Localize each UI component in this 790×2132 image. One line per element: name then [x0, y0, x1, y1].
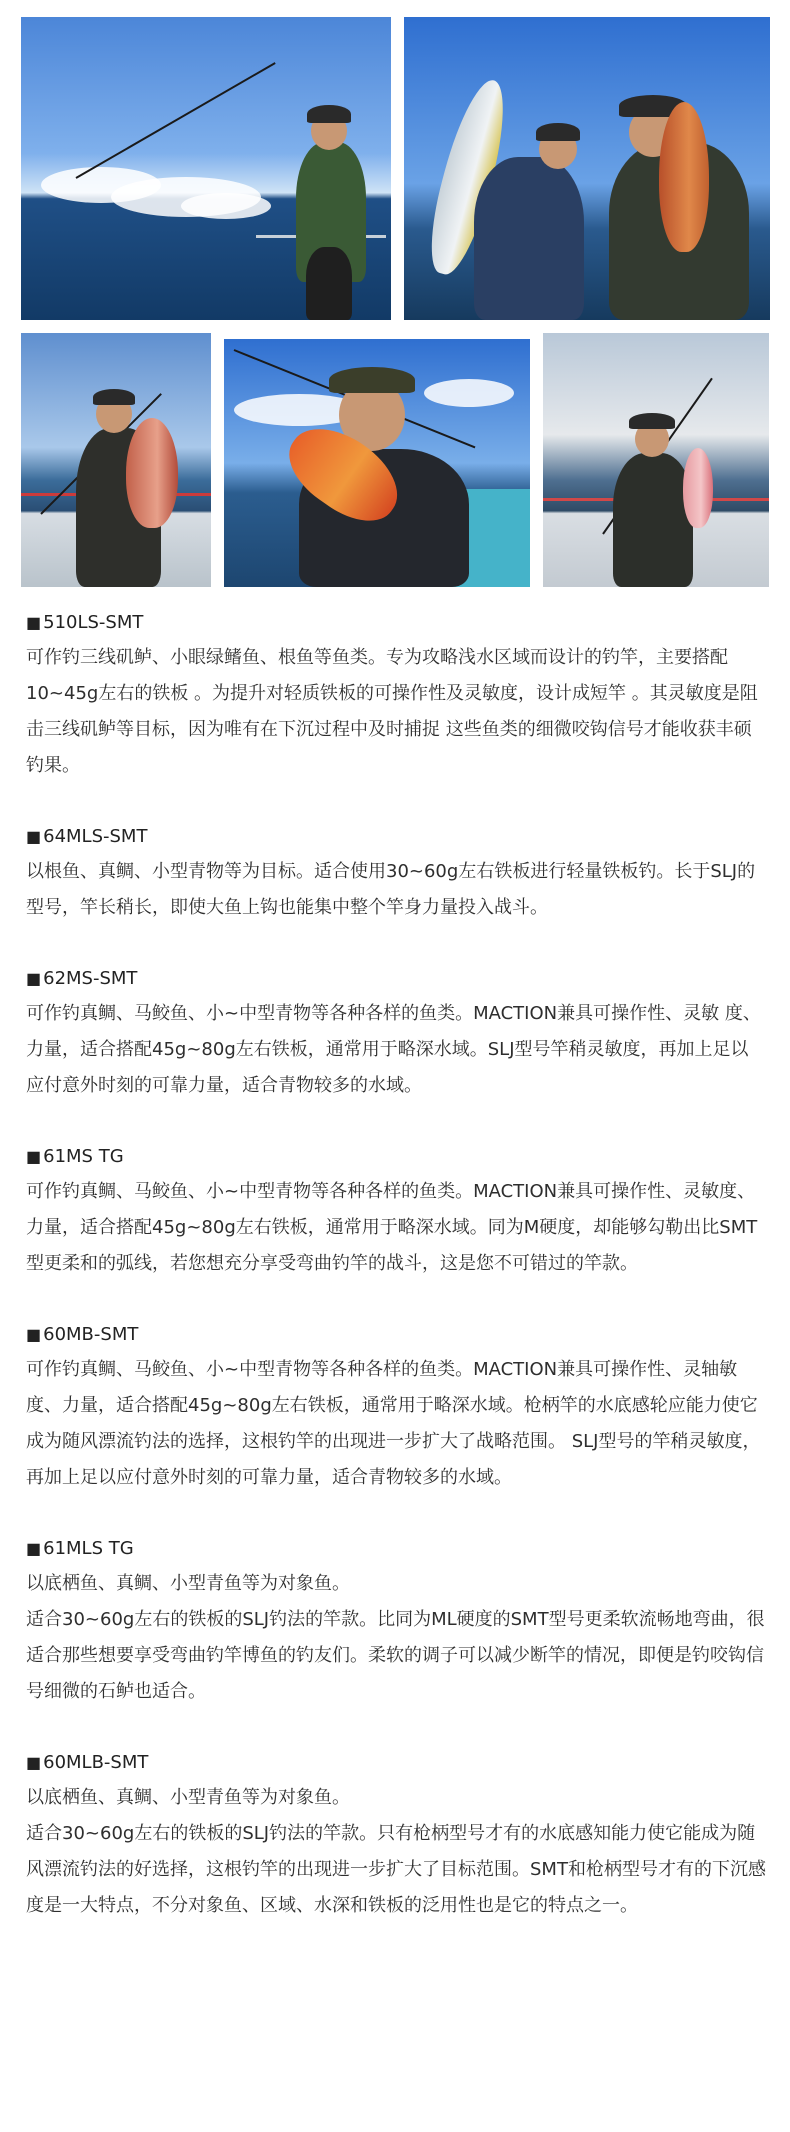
photo-smiling-angler-with-rockfish	[224, 339, 530, 587]
model-name: 62MS-SMT	[43, 968, 138, 989]
section-lead: 以底栖鱼、真鲷、小型青鱼等为对象鱼。	[26, 1573, 350, 1594]
section-body: 可作钓真鲷、马鲛鱼、小~中型青物等各种各样的鱼类。MACTION兼具可操作性、灵敏度、力量，适合搭配45g~80g左右铁板，通常用于略深水域。同为M硬度，却能够勾勒出比SMT型更柔和的弧线，若您想充分享受弯曲钓竿的战斗，这是您不可错过的竿款。	[26, 1181, 758, 1274]
section-60mb-smt	[26, 1322, 766, 1496]
section-61mls-tg	[26, 1536, 766, 1710]
section-body: 适合30~60g左右的铁板的SLJ钓法的竿款。比同为ML硬度的SMT型号更柔软流畅地弯曲，很适合那些想要享受弯曲钓竿博鱼的钓友们。柔软的调子可以减少断竿的情况，即便是钓咬钩信号细微的石鲈也适合。	[26, 1609, 765, 1702]
section-title	[26, 1144, 766, 1170]
section-body: 适合30~60g左右的铁板的SLJ钓法的竿款。只有枪柄型号才有的水底感知能力使它能成为随风漂流钓法的好选择，这根钓竿的出现进一步扩大了目标范围。SMT和枪柄型号才有的下沉感度是一大特点，不分对象鱼、区域、水深和铁板的泛用性也是它的特点之一。	[26, 1823, 766, 1916]
section-title	[26, 1536, 766, 1562]
photo-two-anglers-with-fish	[404, 17, 770, 320]
product-description-list	[26, 610, 766, 1964]
photo-angler-with-red-fish	[21, 333, 211, 587]
section-body: 可作钓真鲷、马鲛鱼、小~中型青物等各种各样的鱼类。MACTION兼具可操作性、灵敏 度、力量，适合搭配45g~80g左右铁板，通常用于略深水域。SLJ型号竿稍灵敏度，再加上足以应付意外时刻的可靠力量，适合青物较多的水域。	[26, 1003, 761, 1096]
bullet-square: ■	[26, 613, 42, 632]
section-title	[26, 610, 766, 636]
bullet-square: ■	[26, 969, 42, 988]
photo-angler-bending-rod	[21, 17, 391, 320]
model-name: 61MS TG	[43, 1146, 124, 1167]
section-61ms-tg	[26, 1144, 766, 1282]
section-lead: 以底栖鱼、真鲷、小型青鱼等为对象鱼。	[26, 1787, 350, 1808]
model-name: 510LS-SMT	[43, 612, 144, 633]
section-title	[26, 966, 766, 992]
section-body: 可作钓真鲷、马鲛鱼、小~中型青物等各种各样的鱼类。MACTION兼具可操作性、灵轴敏度、力量，适合搭配45g~80g左右铁板，通常用于略深水域。枪柄竿的水底感轮应能力使它成为随风漂流钓法的选择，这根钓竿的出现进一步扩大了战略范围。 SLJ型号的竿稍灵敏度，再加上足以应付意外时刻的可靠力量，适合青物较多的水域。	[26, 1359, 761, 1488]
section-title	[26, 1750, 766, 1776]
section-60mlb-smt	[26, 1750, 766, 1924]
model-name: 60MB-SMT	[43, 1324, 139, 1345]
model-name: 64MLS-SMT	[43, 826, 148, 847]
section-title	[26, 1322, 766, 1348]
bullet-square: ■	[26, 827, 42, 846]
bullet-square: ■	[26, 1539, 42, 1558]
section-510ls-smt	[26, 610, 766, 784]
bullet-square: ■	[26, 1147, 42, 1166]
model-name: 60MLB-SMT	[43, 1752, 149, 1773]
bullet-square: ■	[26, 1753, 42, 1772]
section-62ms-smt	[26, 966, 766, 1104]
photo-angler-with-pink-fish	[543, 333, 769, 587]
section-body: 以根鱼、真鲷、小型青物等为目标。适合使用30~60g左右铁板进行轻量铁板钓。长于SLJ的型号，竿长稍长，即使大鱼上钩也能集中整个竿身力量投入战斗。	[26, 861, 756, 918]
model-name: 61MLS TG	[43, 1538, 134, 1559]
section-body: 可作钓三线矶鲈、小眼绿鳍鱼、根鱼等鱼类。专为攻略浅水区域而设计的钓竿，主要搭配10~45g左右的铁板 。为提升对轻质铁板的可操作性及灵敏度，设计成短竿 。其灵敏度是阻击三线矶鲈等目标，因为唯有在下沉过程中及时捕捉 这些鱼类的细微咬钩信号才能收获丰硕钓果。	[26, 647, 758, 776]
section-64mls-smt	[26, 824, 766, 926]
bullet-square: ■	[26, 1325, 42, 1344]
section-title	[26, 824, 766, 850]
